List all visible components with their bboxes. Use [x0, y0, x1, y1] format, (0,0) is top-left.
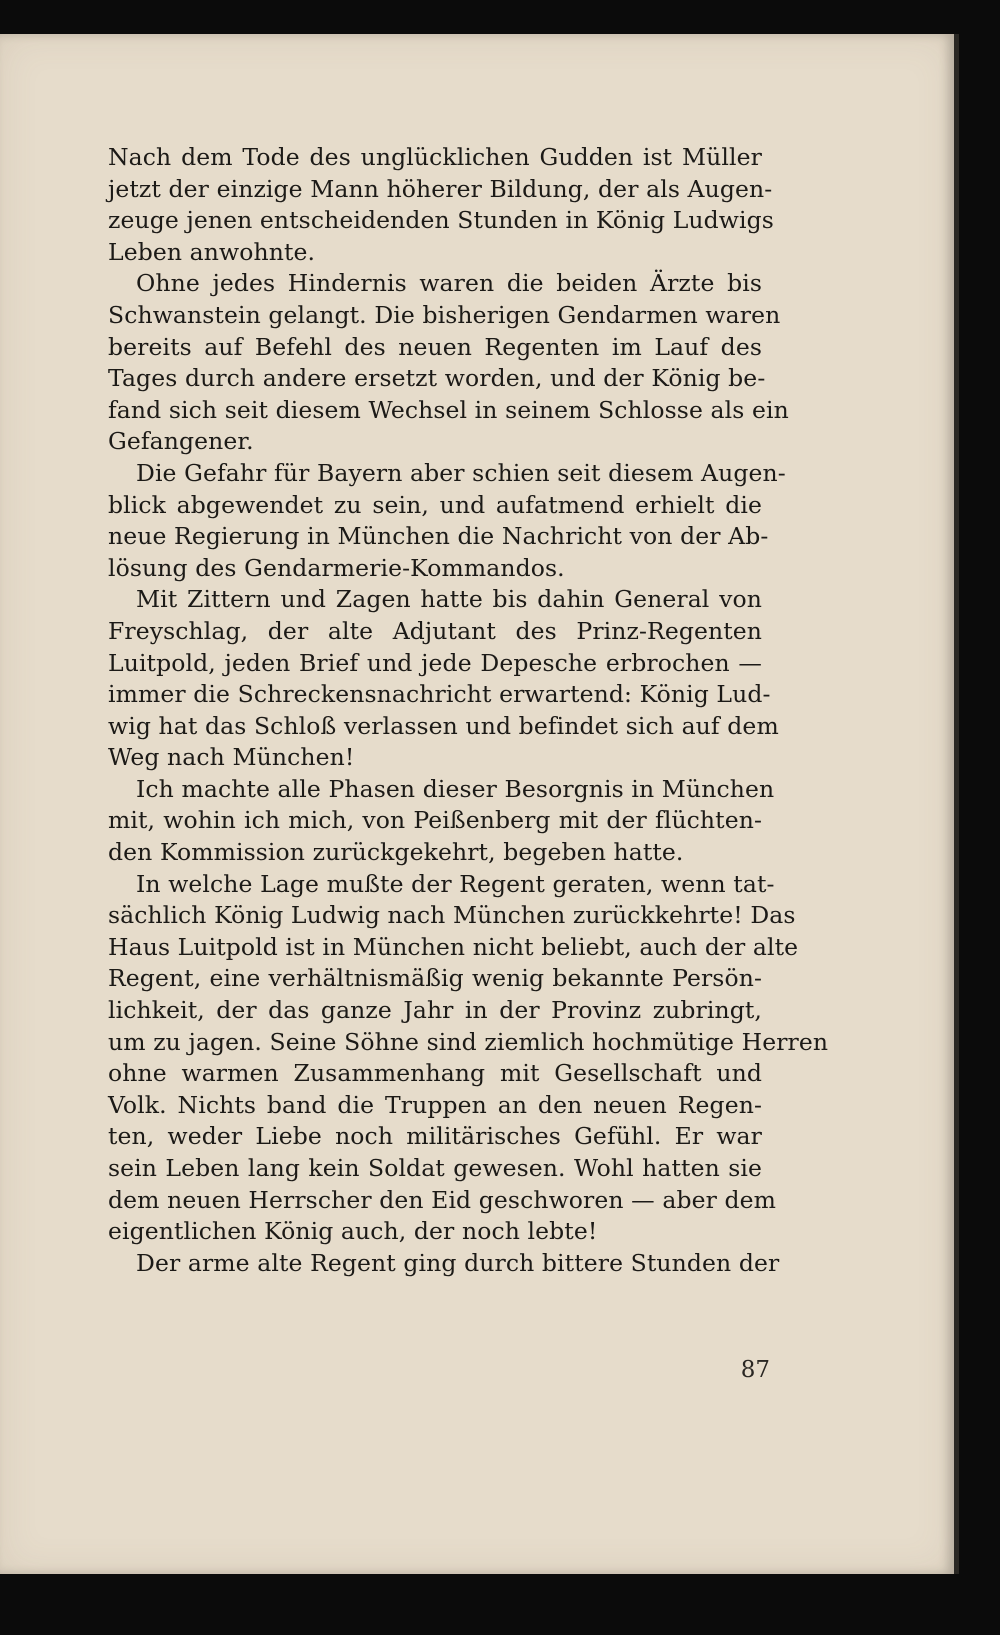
text-line: den Kommission zurückgekehrt, begeben hatte. — [108, 838, 684, 867]
text-line: wig hat das Schloß verlassen und befindet sich auf dem — [108, 711, 779, 740]
text-line: In welche Lage mußte der Regent geraten, wenn tat- — [136, 869, 775, 898]
paragraph — [108, 584, 779, 774]
text-line: mit, wohin ich mich, von Peißenberg mit der flüchten- — [108, 806, 762, 835]
text-line: Freyschlag, der alte Adjutant des Prinz-Regenten — [108, 616, 762, 645]
text-line: neue Regierung in München die Nachricht von der Ab- — [108, 522, 769, 551]
page-edge-shadow — [954, 34, 959, 1574]
paragraph — [108, 774, 775, 869]
text-line: zeuge jenen entscheidenden Stunden in König Ludwigs — [108, 206, 774, 235]
paragraph — [108, 142, 774, 268]
paragraph — [108, 1248, 780, 1280]
page-number: 87 — [740, 1357, 770, 1383]
text-line: blick abgewendet zu sein, und aufatmend erhielt die — [108, 490, 762, 519]
text-line: sächlich König Ludwig nach München zurückkehrte! Das — [108, 901, 796, 930]
text-line: jetzt der einzige Mann höherer Bildung, der als Augen- — [108, 174, 773, 203]
text-line: Tages durch andere ersetzt worden, und der König be- — [108, 364, 766, 393]
text-line: fand sich seit diesem Wechsel in seinem Schlosse als ein — [108, 395, 789, 424]
text-line: lösung des Gendarmerie-Kommandos. — [108, 553, 565, 582]
text-line: bereits auf Befehl des neuen Regenten im Lauf des — [108, 332, 762, 361]
text-line: Schwanstein gelangt. Die bisherigen Gendarmen waren — [108, 300, 781, 329]
text-line: Gefangener. — [108, 427, 254, 456]
text-line: Leben anwohnte. — [108, 237, 316, 266]
text-line: Volk. Nichts band die Truppen an den neuen Regen- — [108, 1090, 762, 1119]
text-line: Ohne jedes Hindernis waren die beiden Ärzte bis — [136, 269, 762, 298]
text-line: Weg nach München! — [108, 743, 355, 772]
text-line: ten, weder Liebe noch militärisches Gefühl. Er war — [108, 1122, 762, 1151]
text-line: sein Leben lang kein Soldat gewesen. Wohl hatten sie — [108, 1154, 762, 1182]
text-line: Der arme alte Regent ging durch bittere Stunden der — [136, 1248, 780, 1277]
paragraph — [108, 458, 786, 584]
text-line: um zu jagen. Seine Söhne sind ziemlich hochmütige Herren — [108, 1027, 829, 1056]
text-line: Nach dem Tode des unglücklichen Gudden ist Müller — [108, 143, 762, 171]
paragraph — [108, 268, 789, 458]
text-line: Regent, eine verhältnismäßig wenig bekannte Persön- — [108, 964, 762, 993]
text-line: immer die Schreckensnachricht erwartend: König Lud- — [108, 680, 771, 709]
text-line: dem neuen Herrscher den Eid geschworen — aber dem — [108, 1185, 777, 1214]
text-line: Mit Zittern und Zagen hatte bis dahin General von — [136, 585, 762, 614]
text-line: Die Gefahr für Bayern aber schien seit diesem Augen- — [136, 458, 786, 487]
paragraph — [108, 869, 829, 1248]
body-text — [108, 142, 829, 1279]
text-line: ohne warmen Zusammenhang mit Gesellschaft und — [108, 1059, 762, 1088]
text-line: Haus Luitpold ist in München nicht beliebt, auch der alte — [108, 932, 799, 961]
text-line: Luitpold, jeden Brief und jede Depesche erbrochen — — [108, 648, 762, 677]
text-line: lichkeit, der das ganze Jahr in der Provinz zubringt, — [108, 996, 762, 1025]
text-line: eigentlichen König auch, der noch lebte! — [108, 1217, 598, 1246]
text-line: Ich machte alle Phasen dieser Besorgnis in München — [136, 774, 775, 803]
